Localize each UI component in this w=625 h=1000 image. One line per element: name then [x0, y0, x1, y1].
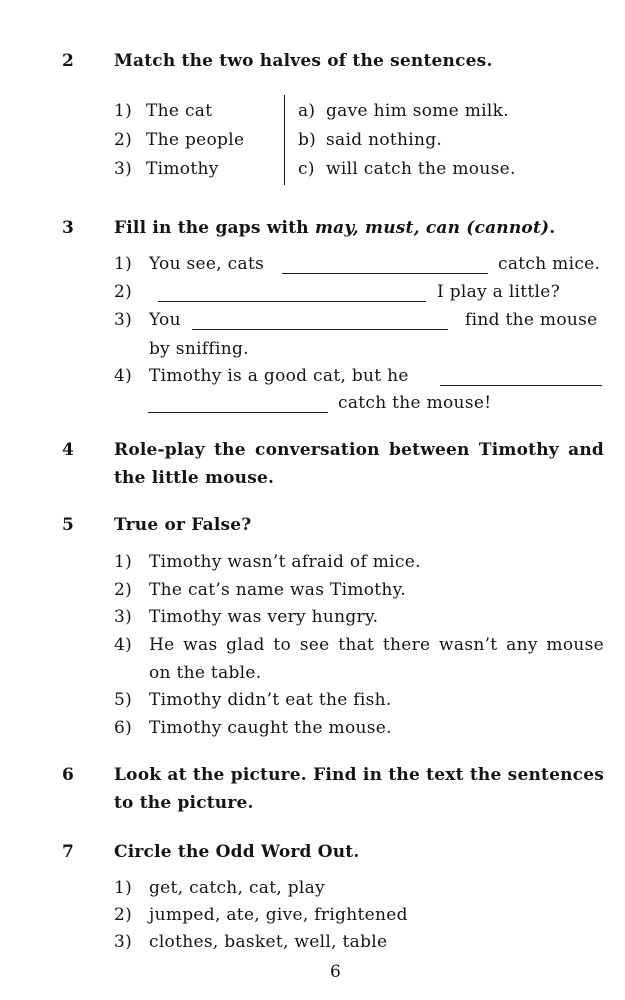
list-number: 1) [114, 101, 133, 121]
list-item: The cat’s name was Timothy. [149, 580, 407, 600]
exercise-instruction: the little mouse. [114, 468, 275, 488]
sentence-end: find the mouse [465, 310, 598, 330]
exercise-number: 3 [62, 218, 74, 238]
list-item: Timothy caught the mouse. [149, 718, 392, 738]
list-item: The people [146, 130, 245, 150]
list-item: gave him some milk. [326, 101, 509, 121]
list-number: 1) [114, 552, 133, 572]
list-item-continuation: on the table. [149, 663, 262, 683]
sentence-start: Timothy is a good cat, but he [149, 366, 409, 386]
list-item: He was glad to see that there wasn’t any mouse [149, 635, 604, 655]
list-letter: c) [298, 159, 315, 179]
list-number: 3) [114, 932, 133, 952]
list-number: 1) [114, 254, 133, 274]
list-number: 3) [114, 607, 133, 627]
exercise-number: 6 [62, 765, 74, 785]
blank-line[interactable] [158, 301, 426, 302]
list-number: 2) [114, 580, 133, 600]
exercise-instruction: Fill in the gaps with may, must, can (cannot). [114, 218, 556, 238]
list-item: Timothy [146, 159, 219, 179]
list-number: 3) [114, 159, 133, 179]
exercise-instruction: Circle the Odd Word Out. [114, 842, 360, 862]
exercise-number: 5 [62, 515, 74, 535]
list-item: Timothy wasn’t afraid of mice. [149, 552, 421, 572]
blank-line[interactable] [282, 273, 488, 274]
list-number: 5) [114, 690, 133, 710]
column-divider [284, 95, 285, 185]
exercise-instruction: Role-play the conversation between Timothy and [114, 440, 604, 460]
exercise-instruction: True or False? [114, 515, 252, 535]
list-number: 1) [114, 878, 133, 898]
list-item: said nothing. [326, 130, 443, 150]
list-item: Timothy didn’t eat the fish. [149, 690, 392, 710]
modal-verbs: may, must, can (cannot) [314, 218, 550, 238]
list-item: get, catch, cat, play [149, 878, 326, 898]
exercise-number: 4 [62, 440, 74, 460]
exercise-number: 7 [62, 842, 74, 862]
blank-line[interactable] [192, 329, 448, 330]
list-item: will catch the mouse. [326, 159, 516, 179]
list-number: 2) [114, 130, 133, 150]
list-item: clothes, basket, well, table [149, 932, 388, 952]
list-letter: b) [298, 130, 317, 150]
exercise-instruction: Match the two halves of the sentences. [114, 51, 493, 71]
list-item: Timothy was very hungry. [149, 607, 379, 627]
list-number: 4) [114, 366, 133, 386]
sentence-start: You [149, 310, 181, 330]
sentence-start: You see, cats [149, 254, 265, 274]
blank-line[interactable] [440, 385, 602, 386]
sentence-end: catch the mouse! [338, 393, 492, 413]
sentence-continuation: by sniffing. [149, 339, 249, 359]
page-number: 6 [330, 962, 341, 982]
sentence-end: catch mice. [498, 254, 601, 274]
list-number: 4) [114, 635, 133, 655]
exercise-instruction: to the picture. [114, 793, 254, 813]
exercise-instruction: Look at the picture. Find in the text the sentences [114, 765, 604, 785]
list-number: 6) [114, 718, 133, 738]
list-item: The cat [146, 101, 213, 121]
sentence-end: I play a little? [437, 282, 561, 302]
list-letter: a) [298, 101, 316, 121]
blank-line[interactable] [148, 412, 328, 413]
list-number: 3) [114, 310, 133, 330]
list-number: 2) [114, 905, 133, 925]
list-item: jumped, ate, give, frightened [149, 905, 408, 925]
exercise-number: 2 [62, 51, 74, 71]
list-number: 2) [114, 282, 133, 302]
